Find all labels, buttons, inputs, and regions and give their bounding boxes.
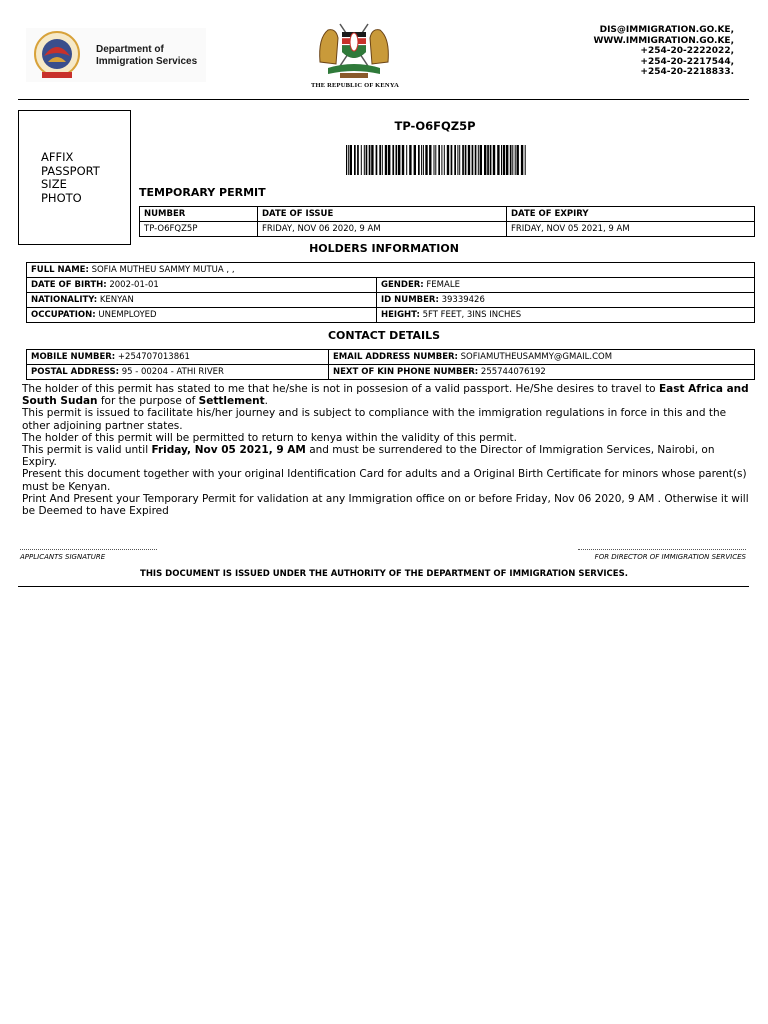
barcode-bar <box>414 145 416 175</box>
barcode-bar <box>402 145 404 175</box>
barcode-bar <box>501 145 502 175</box>
barcode-bar <box>521 145 523 175</box>
barcode-bar <box>462 145 464 175</box>
barcode-bar <box>406 145 407 175</box>
barcode-bar <box>429 145 431 175</box>
barcode-bar <box>421 145 422 175</box>
contact-phone-2: +254-20-2217544, <box>640 56 734 67</box>
email-cell <box>329 350 755 365</box>
applicant-signature-line <box>20 549 157 550</box>
full-name-label: FULL NAME: <box>31 265 89 275</box>
barcode-bar <box>392 145 394 175</box>
barcode-bar <box>497 145 499 175</box>
contact-table <box>26 349 755 380</box>
barcode-bar <box>398 145 400 175</box>
height-cell <box>377 308 755 323</box>
permit-title: TEMPORARY PERMIT <box>139 186 266 199</box>
barcode-bar <box>409 145 411 175</box>
holders-table <box>26 262 755 323</box>
travel-text: The holder of this permit has stated to me that he/she is not in possesion of a valid passport. He/She desires to travel to <box>22 383 659 395</box>
mobile-value: +254707013861 <box>117 352 190 362</box>
dob-value: 2002-01-01 <box>109 280 159 290</box>
barcode-bar <box>465 145 467 175</box>
paragraph-travel <box>22 383 750 407</box>
postal-value: 95 - 00204 - ATHI RIVER <box>121 367 224 377</box>
table-row <box>27 308 755 323</box>
gender-label: GENDER: <box>381 280 424 290</box>
permit-conditions <box>22 383 750 517</box>
barcode-bar <box>459 145 460 175</box>
kenya-coat-of-arms-icon <box>314 18 394 80</box>
occupation-value: UNEMPLOYED <box>98 310 157 320</box>
barcode-bar <box>468 145 470 175</box>
id-label: ID NUMBER: <box>381 295 439 305</box>
paragraph-return: The holder of this permit will be permitted to return to kenya within the validity of this permit. <box>22 431 518 444</box>
surrender-text: and must be surrendered to the Director of Immigration Services, Nairobi, on Expiry. <box>22 444 715 469</box>
permit-code: TP-O6FQZ5P <box>394 119 476 133</box>
applicant-signature-label: APPLICANTS SIGNATURE <box>20 553 106 561</box>
barcode-bar <box>382 145 383 175</box>
contact-block <box>593 25 734 78</box>
barcode-bar <box>490 145 492 175</box>
nationality-label: NATIONALITY: <box>31 295 98 305</box>
paragraph-documents: Present this document together with your original Identification Card for adults and a Original Birth Certificate for minors whose parent(s) must be Kenyan. <box>22 468 747 493</box>
photo-line-size: SIZE <box>41 177 67 191</box>
height-label: HEIGHT: <box>381 310 420 320</box>
barcode-bar <box>434 145 435 175</box>
barcode-bar <box>357 145 359 175</box>
photo-line-passport: PASSPORT <box>41 163 100 178</box>
barcode-bar <box>361 145 362 175</box>
occupation-label: OCCUPATION: <box>31 310 96 320</box>
permit-table-header <box>140 207 755 222</box>
kin-value: 255744076192 <box>480 367 546 377</box>
department-name <box>96 44 197 68</box>
barcode-bar <box>487 145 489 175</box>
kin-cell <box>329 365 755 380</box>
id-cell <box>377 293 755 308</box>
permit-table-row <box>140 222 755 237</box>
permit-issue-value: FRIDAY, NOV 06 2020, 9 AM <box>258 222 507 237</box>
permit-expiry-value: FRIDAY, NOV 05 2021, 9 AM <box>507 222 755 237</box>
period: . <box>264 395 268 408</box>
email-label: EMAIL ADDRESS NUMBER: <box>333 352 458 362</box>
barcode-bar <box>447 145 449 175</box>
mobile-label: MOBILE NUMBER: <box>31 352 116 362</box>
barcode-bar <box>388 145 390 175</box>
barcode-bar <box>454 145 456 175</box>
footer-divider <box>18 586 749 587</box>
id-value: 39339426 <box>441 295 485 305</box>
barcode-bar <box>525 145 526 175</box>
barcode-bar <box>385 145 387 175</box>
barcode-bar <box>369 145 371 175</box>
barcode-bar <box>418 145 420 175</box>
gender-cell <box>377 278 755 293</box>
table-row <box>27 350 755 365</box>
paragraph-validation: Print And Present your Temporary Permit for validation at any Immigration office on or before Friday, Nov 06 2020, 9 AM . Otherwise it will be Deemed to have Expired <box>22 492 749 518</box>
barcode-bar <box>350 145 352 175</box>
photo-line-affix: AFFIX <box>41 150 74 164</box>
permit-table <box>139 206 755 237</box>
holders-title: HOLDERS INFORMATION <box>309 242 459 255</box>
barcode-bar <box>515 145 516 175</box>
barcode-bar <box>493 145 495 175</box>
postal-label: POSTAL ADDRESS: <box>31 367 119 377</box>
barcode-bar <box>503 145 505 175</box>
full-name-cell <box>27 263 755 278</box>
barcode-bar <box>354 145 356 175</box>
republic-caption: THE REPUBLIC OF KENYA <box>310 82 400 89</box>
mobile-cell <box>27 350 329 365</box>
height-value: 5FT FEET, 3INS INCHES <box>422 310 522 320</box>
barcode-bar <box>348 145 349 175</box>
barcode-bar <box>478 145 479 175</box>
kin-label: NEXT OF KIN PHONE NUMBER: <box>333 367 479 377</box>
purpose-text: for the purpose of <box>97 395 199 408</box>
barcode-icon <box>346 145 526 175</box>
barcode-bar <box>435 145 436 175</box>
barcode-bar <box>480 145 482 175</box>
header-divider <box>18 99 749 100</box>
barcode-bar <box>512 145 513 175</box>
barcode-bar <box>346 145 347 175</box>
nationality-cell <box>27 293 377 308</box>
destination: East Africa and South Sudan <box>22 383 749 408</box>
director-signature-line <box>578 549 746 550</box>
barcode-bar <box>366 145 368 175</box>
full-name-value: SOFIA MUTHEU SAMMY MUTUA , , <box>91 265 235 275</box>
contact-website: WWW.IMMIGRATION.GO.KE, <box>593 35 734 46</box>
occupation-cell <box>27 308 377 323</box>
permit-header-issue: DATE OF ISSUE <box>258 207 507 222</box>
table-row <box>27 293 755 308</box>
paragraph-validity <box>22 444 750 468</box>
department-name-line2: Immigration Services <box>96 56 198 67</box>
barcode-bar <box>364 145 365 175</box>
barcode-bar <box>484 145 486 175</box>
barcode-bar <box>517 145 519 175</box>
dob-label: DATE OF BIRTH: <box>31 280 107 290</box>
contact-phone-3: +254-20-2218833. <box>640 67 734 77</box>
permit-header-expiry: DATE OF EXPIRY <box>507 207 755 222</box>
postal-cell <box>27 365 329 380</box>
permit-number-value: TP-O6FQZ5P <box>140 222 258 237</box>
email-value: SOFIAMUTHEUSAMMY@GMAIL.COM <box>460 352 613 362</box>
purpose: Settlement <box>198 395 265 408</box>
department-name-line1: Department of <box>96 44 164 55</box>
contact-title: CONTACT DETAILS <box>327 329 441 342</box>
director-signature-label: FOR DIRECTOR OF IMMIGRATION SERVICES <box>594 553 746 561</box>
passport-photo-box <box>18 110 131 245</box>
contact-email: DIS@IMMIGRATION.GO.KE, <box>599 25 734 35</box>
barcode-bar <box>472 145 474 175</box>
barcode-bar <box>379 145 381 175</box>
validity-date: Friday, Nov 05 2021, 9 AM <box>151 444 306 457</box>
table-row <box>27 365 755 380</box>
contact-phone-1: +254-20-2222022, <box>640 46 734 56</box>
nationality-value: KENYAN <box>99 295 134 305</box>
barcode-bar <box>451 145 453 175</box>
validity-text: This permit is valid until <box>22 444 152 457</box>
dob-cell <box>27 278 377 293</box>
barcode-bar <box>438 145 440 175</box>
table-row <box>27 263 755 278</box>
barcode-bar <box>457 145 458 175</box>
photo-placeholder-text <box>41 151 100 205</box>
barcode-bar <box>444 145 445 175</box>
permit-header-number: NUMBER <box>140 207 258 222</box>
authority-statement: THIS DOCUMENT IS ISSUED UNDER THE AUTHORITY OF THE DEPARTMENT OF IMMIGRATION SERVICES. <box>140 569 628 579</box>
barcode-bar <box>376 145 378 175</box>
gender-value: FEMALE <box>426 280 460 290</box>
barcode-bar <box>475 145 477 175</box>
paragraph-facilitate: This permit is issued to facilitate his/her journey and is subject to compliance with the immigration regulations in force in this and the other adjoining partner states. <box>22 407 727 432</box>
barcode-bar <box>396 145 398 175</box>
barcode-bar <box>510 145 512 175</box>
barcode-bar <box>441 145 442 175</box>
barcode-bar <box>371 145 373 175</box>
table-row <box>27 278 755 293</box>
barcode-bar <box>423 145 424 175</box>
barcode-bar <box>425 145 427 175</box>
photo-line-photo: PHOTO <box>41 190 82 205</box>
barcode-bar <box>506 145 508 175</box>
